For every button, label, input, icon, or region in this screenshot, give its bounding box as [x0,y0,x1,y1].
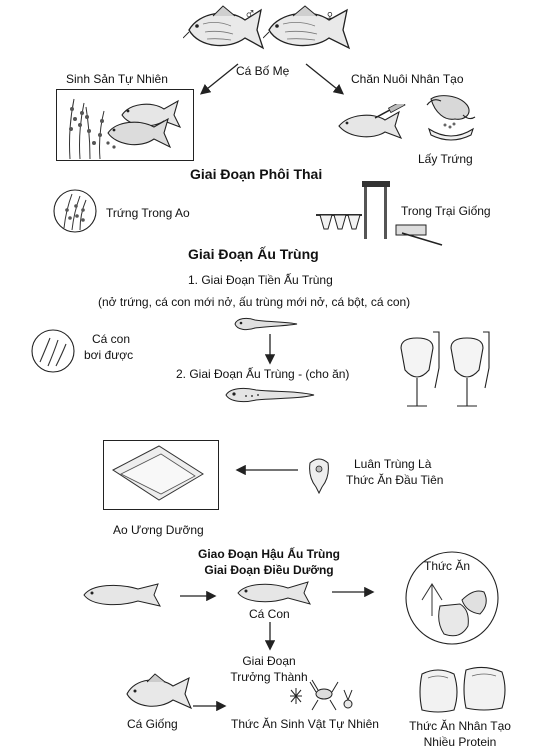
rotifer-icon [306,455,332,495]
pre-larva-note: (nở trứng, cá con mới nở, ấu trùng mới nở, cá bột, cá con) [98,295,411,309]
natural-food-organisms-icon [282,674,360,718]
fry-label: Cá Con [249,607,290,621]
feeding-larva-icon [224,384,316,406]
post-larva-title-line2: Giai Đoạn Điều Dưỡng [204,563,334,577]
parents-label: Cá Bố Mẹ [236,64,290,78]
larva-feeding-label: 2. Giai Đoạn Ấu Trùng - (cho ăn) [176,367,350,381]
pond-eggs-icon [52,188,98,234]
egg-stripping-icon [423,91,479,143]
injection-fish-icon [335,104,411,142]
swimming-fry-line1: Cá con [92,332,131,346]
female-carp-icon [263,4,351,54]
juvenile-fish-icon [82,580,174,610]
hatchling-icon [233,314,299,334]
nursery-pond-icon [103,440,219,510]
pre-larva-label: 1. Giai Đoạn Tiền Ấu Trùng [188,273,333,287]
natural-spawning-illustration [56,89,194,161]
male-symbol: ♂ [244,6,256,23]
fingerling-label: Cá Giống [127,717,178,731]
fry-fish-icon [236,580,322,606]
arrow-to-artificial [306,64,342,93]
natural-spawning-label: Sinh Sản Tự Nhiên [66,72,168,86]
embryo-stage-title: Giai Đoạn Phôi Thai [190,166,323,182]
egg-collection-label: Lấy Trứng [418,152,473,166]
rotifer-line2: Thức Ăn Đầu Tiên [346,473,444,487]
fingerling-carp-icon [123,672,193,712]
grow-out-line2: Trưởng Thành [230,670,308,684]
arrow-to-natural [202,64,238,93]
grow-out-line1: Giai Đoạn [242,654,296,668]
nursery-pond-label: Ao Ương Dưỡng [113,523,204,537]
swimming-fry-line2: bơi được [84,348,134,362]
rotifer-line1: Luân Trùng Là [354,457,432,471]
hatchery-label: Trong Trại Giống [401,204,491,218]
incubation-jars-icon [397,328,493,410]
artificial-breeding-label: Chăn Nuôi Nhân Tạo [351,72,464,86]
female-symbol: ♀ [324,8,336,25]
swimming-fry-icon [30,328,76,374]
protein-feed-sacks-icon [418,664,508,714]
post-larva-title-line1: Giao Đoạn Hậu Ấu Trùng [197,547,340,561]
pond-eggs-label: Trứng Trong Ao [106,206,190,220]
protein-feed-line1: Thức Ăn Nhân Tạo [409,719,511,733]
feed-label: Thức Ăn [424,559,471,573]
larva-stage-title: Giai Đoạn Ấu Trùng [188,246,319,262]
natural-food-label: Thức Ăn Sinh Vật Tự Nhiên [231,717,379,731]
protein-feed-line2: Nhiều Protein [423,735,497,749]
